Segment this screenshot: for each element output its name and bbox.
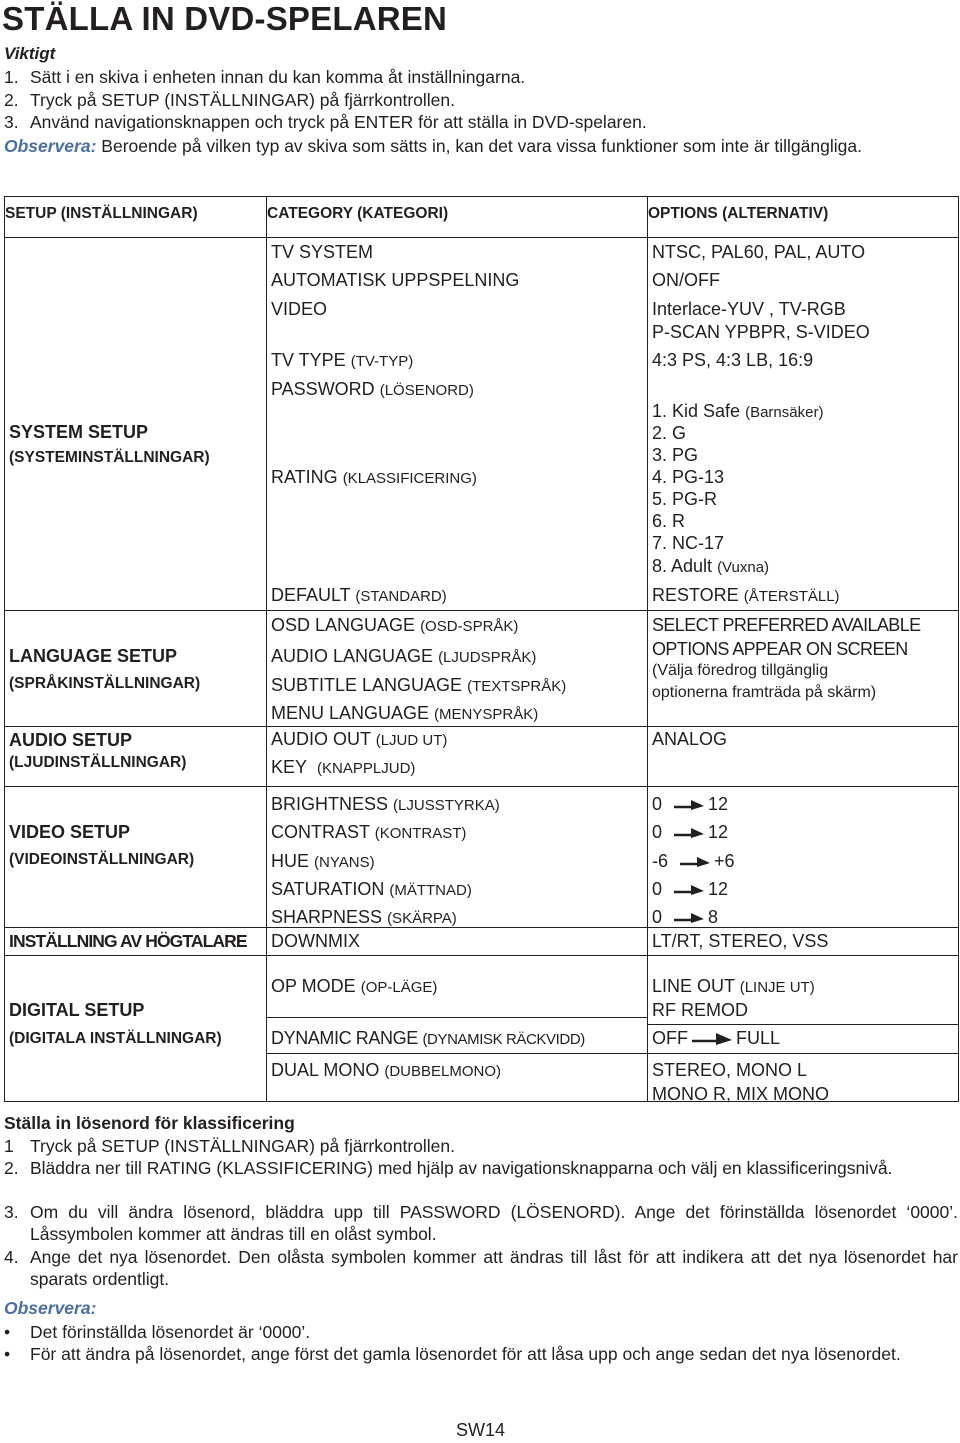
cat-op-mode: OP MODE (OP-LÄGE) [271, 976, 438, 996]
cat-hue: HUE (NYANS) [271, 851, 375, 871]
opt-rating-8: 8. Adult (Vuxna) [652, 556, 770, 576]
opt-downmix: LT/RT, STEREO, VSS [652, 931, 829, 951]
opt-hue-range: -6 +6 [652, 851, 735, 871]
password-step-1: 1 Tryck på SETUP (INSTÄLLNINGAR) på fjärrkontrollen. [4, 1136, 455, 1156]
cat-dynamic-range: DYNAMIC RANGE (DYNAMISK RÄCKVIDD) [271, 1028, 585, 1048]
digital-subtitle: (DIGITALA INSTÄLLNINGAR) [9, 1030, 222, 1047]
cat-brightness: BRIGHTNESS (LJUSSTYRKA) [271, 794, 500, 814]
arrow-right-icon [674, 799, 704, 811]
opt-brightness-range: 0 12 [652, 794, 729, 814]
important-step-3: 3. Använd navigationsknappen och tryck på ENTER för att ställa in DVD-spelaren. [4, 112, 647, 132]
language-options [648, 611, 959, 727]
opt-rating-6: 6. R [652, 511, 686, 531]
header-category: CATEGORY (KATEGORI) [267, 197, 648, 238]
opt-tv-system: NTSC, PAL60, PAL, AUTO [652, 242, 866, 262]
section-digital [5, 956, 267, 1102]
note-paragraph: Observera: Beroende på vilken typ av skiva som sätts in, kan det vara vissa funktioner som inte är tillgängliga. [4, 136, 862, 156]
opt-contrast-range: 0 12 [652, 822, 729, 842]
arrow-right-icon [692, 1032, 732, 1046]
note-bullet-2: • För att ändra på lösenordet, ange först det gamla lösenordet för att låsa upp och ange sedan det nya lösenordet. [4, 1344, 901, 1364]
opt-rating-2: 2. G [652, 423, 687, 443]
section-speaker [5, 928, 267, 956]
cat-dual-mono: DUAL MONO (DUBBELMONO) [271, 1060, 502, 1080]
audio-subtitle: (LJUDINSTÄLLNINGAR) [9, 754, 187, 771]
speaker-category [267, 928, 648, 956]
opt-rating-7: 7. NC-17 [652, 533, 725, 553]
cat-audio-language: AUDIO LANGUAGE (LJUDSPRÅK) [271, 646, 537, 666]
password-section-title: Ställa in lösenord för klassificering [4, 1113, 295, 1133]
opt-language-3: (Välja föredrog tillgänglig [652, 662, 829, 679]
opt-op-mode-2: RF REMOD [652, 1000, 748, 1020]
opt-tv-type: 4:3 PS, 4:3 LB, 16:9 [652, 350, 814, 370]
opt-video-1: Interlace-YUV , TV-RGB [652, 299, 846, 319]
cat-password: PASSWORD (LÖSENORD) [271, 379, 474, 399]
opt-language-2: OPTIONS APPEAR ON SCREEN [652, 639, 908, 659]
section-audio [5, 727, 267, 787]
opt-dual-mono-2: MONO R, MIX MONO [652, 1084, 829, 1104]
page-title: STÄLLA IN DVD-SPELAREN [2, 0, 448, 37]
cat-saturation: SATURATION (MÄTTNAD) [271, 879, 472, 899]
note-bullet-1: • Det förinställda lösenordet är ‘0000’. [4, 1322, 311, 1342]
cat-rating: RATING (KLASSIFICERING) [271, 467, 477, 487]
opt-dynamic-range: OFF FULL [652, 1028, 781, 1048]
opt-language-1: SELECT PREFERRED AVAILABLE [652, 615, 921, 635]
audio-title: AUDIO SETUP [9, 730, 133, 750]
password-step-4: 4. Ange det nya lösenordet. Den olåsta symbolen kommer att ändras till låst för att indikera att det nya lösenordet har sparats ordentligt. [4, 1247, 958, 1289]
language-title: LANGUAGE SETUP [9, 646, 178, 666]
setup-table [4, 196, 959, 1102]
cat-subtitle-language: SUBTITLE LANGUAGE (TEXTSPRÅK) [271, 675, 567, 695]
cat-osd-language: OSD LANGUAGE (OSD-SPRÅK) [271, 615, 519, 635]
digital-options [648, 956, 959, 1102]
important-step-1: 1. Sätt i en skiva i enheten innan du kan komma åt inställningarna. [4, 67, 526, 87]
cat-contrast: CONTRAST (KONTRAST) [271, 822, 467, 842]
cat-sharpness: SHARPNESS (SKÄRPA) [271, 907, 457, 927]
header-options: OPTIONS (ALTERNATIV) [648, 197, 959, 238]
opt-video-2: P-SCAN YPBPR, S-VIDEO [652, 322, 870, 342]
password-step-2: 2. Bläddra ner till RATING (KLASSIFICERING) med hjälp av navigationsknapparna och välj en klassificeringsnivå. [4, 1158, 893, 1178]
opt-rating-3: 3. PG [652, 445, 699, 465]
opt-op-mode-1: LINE OUT (LINJE UT) [652, 976, 815, 996]
system-subtitle: (SYSTEMINSTÄLLNINGAR) [9, 449, 210, 466]
section-language [5, 611, 267, 727]
arrow-right-icon [680, 856, 710, 868]
opt-language-4: optionerna framträda på skärm) [652, 684, 877, 701]
audio-options [648, 727, 959, 787]
video-categories [267, 787, 648, 928]
speaker-options [648, 928, 959, 956]
password-step-3: 3. Om du vill ändra lösenord, bläddra upp till PASSWORD (LÖSENORD). Ange det förinställda lösenordet ‘0000’. Låssymbolen kommer att ändras till en olåst symbol. [4, 1202, 958, 1244]
cat-tv-type: TV TYPE (TV-TYP) [271, 350, 414, 370]
opt-rating-1: 1. Kid Safe (Barnsäker) [652, 401, 824, 421]
digital-title: DIGITAL SETUP [9, 1000, 145, 1020]
section-system [5, 238, 267, 611]
video-subtitle: (VIDEOINSTÄLLNINGAR) [9, 851, 195, 868]
cat-audio-out: AUDIO OUT (LJUD UT) [271, 729, 448, 749]
opt-audio-out: ANALOG [652, 729, 728, 749]
cat-video: VIDEO [271, 299, 328, 319]
opt-saturation-range: 0 12 [652, 879, 729, 899]
arrow-right-icon [674, 827, 704, 839]
language-categories [267, 611, 648, 727]
opt-default: RESTORE (ÅTERSTÄLL) [652, 585, 840, 605]
opt-auto-play: ON/OFF [652, 270, 720, 290]
video-options [648, 787, 959, 928]
opt-rating-4: 4. PG-13 [652, 467, 725, 487]
system-title: SYSTEM SETUP [9, 422, 149, 442]
language-subtitle: (SPRÅKINSTÄLLNINGAR) [9, 675, 201, 692]
opt-dual-mono-1: STEREO, MONO L [652, 1060, 808, 1080]
audio-categories [267, 727, 648, 787]
cat-key: KEY (KNAPPLJUD) [271, 757, 416, 777]
cat-menu-language: MENU LANGUAGE (MENYSPRÅK) [271, 703, 539, 723]
cat-auto-play: AUTOMATISK UPPSPELNING [271, 270, 520, 290]
system-options [648, 238, 959, 611]
opt-sharpness-range: 0 8 [652, 907, 719, 927]
arrow-right-icon [674, 912, 704, 924]
speaker-title: INSTÄLLNING AV HÖGTALARE [9, 931, 247, 951]
page-number: SW14 [456, 1420, 506, 1440]
digital-categories [267, 956, 648, 1102]
important-step-2: 2. Tryck på SETUP (INSTÄLLNINGAR) på fjärrkontrollen. [4, 90, 455, 110]
opt-rating-5: 5. PG-R [652, 489, 718, 509]
arrow-right-icon [674, 884, 704, 896]
system-categories [267, 238, 648, 611]
header-setup: SETUP (INSTÄLLNINGAR) [5, 197, 267, 238]
video-title: VIDEO SETUP [9, 822, 131, 842]
cat-downmix: DOWNMIX [271, 931, 360, 951]
note2-label: Observera: [4, 1298, 97, 1318]
cat-tv-system: TV SYSTEM [271, 242, 374, 262]
section-video [5, 787, 267, 928]
cat-default: DEFAULT (STANDARD) [271, 585, 447, 605]
important-label: Viktigt [4, 44, 56, 63]
